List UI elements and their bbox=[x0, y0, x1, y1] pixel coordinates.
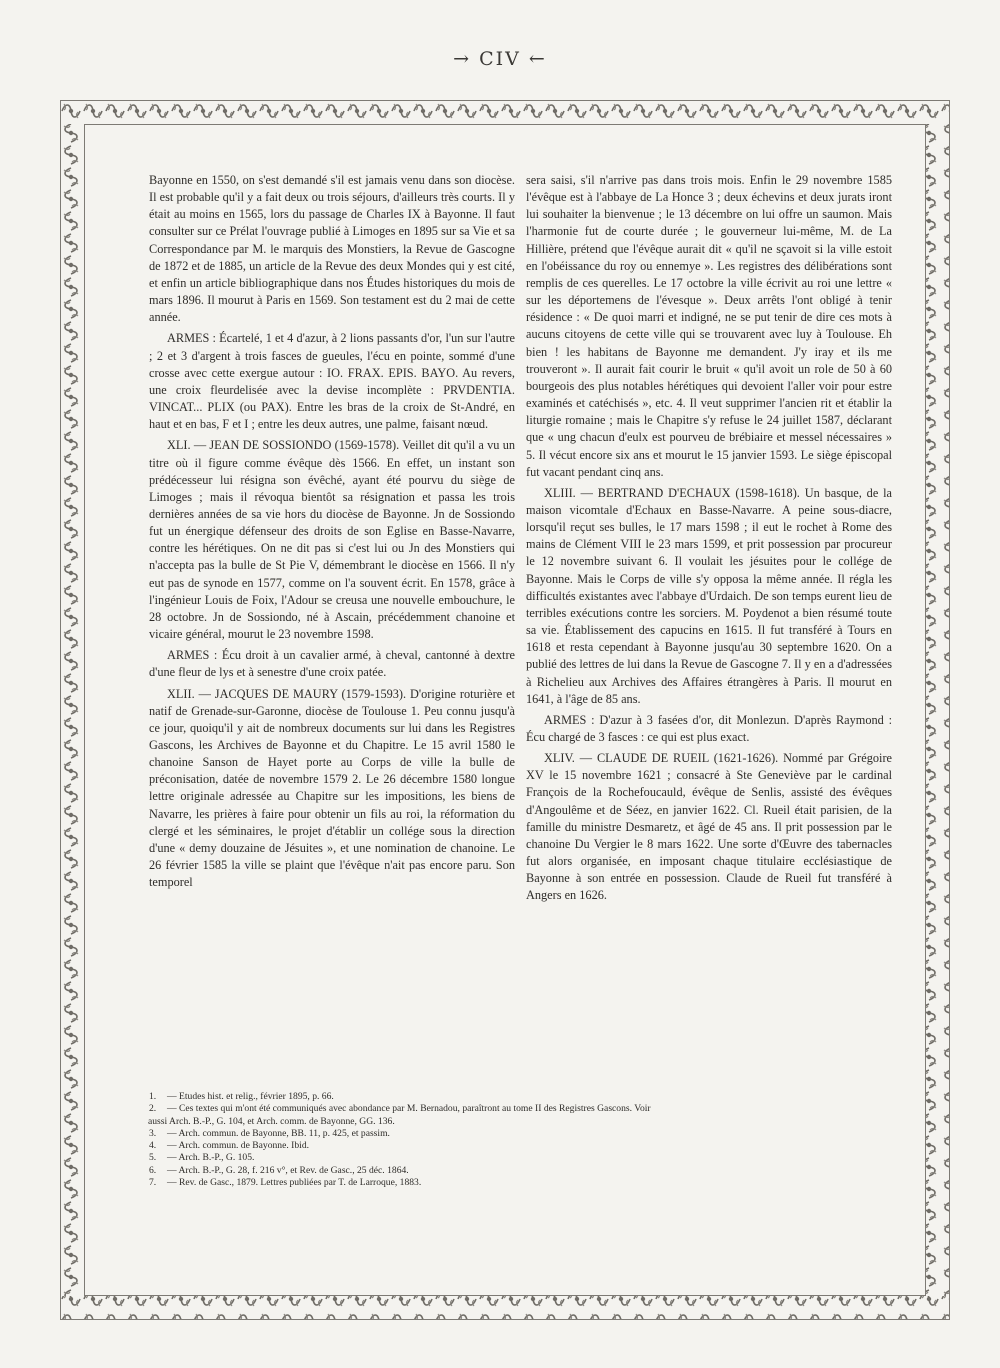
footnote: 7. — Rev. de Gasc., 1879. Lettres publiées par T. de Larroque, 1883. bbox=[149, 1177, 422, 1189]
footnotes bbox=[130, 1091, 890, 1189]
paragraph: XLIV. — CLAUDE DE RUEIL (1621-1626). Nommé par Grégoire XV le 15 novembre 1621 ; consacré à Ste Geneviève par le cardinal François de la Rochefoucauld, évêque de Senlis, assisté des évêques d'Angoulême et de Séez, en janvier 1622. Cl. Rueil était parisien, de la famille du ministre Desmaretz, et âgé de 45 ans. Il prit possession par le chanoine Du Vergier le 8 mars 1622. Une sorte d'Œuvre des tabernacles fut alors organisée, en imposant chaque titulaire ecclésiastique de Bayonne à son entrée en possession. Claude de Rueil fut transféré à Angers en 1626. bbox=[526, 751, 892, 903]
paragraph: sera saisi, s'il n'arrive pas dans trois mois. Enfin le 29 novembre 1585 l'évêque est à l'abbaye de La Honce 3 ; deux échevins et deux jurats iront lui souhaiter la bienvenue ; le 13 décembre on lui offre un saumon. Mais l'harmonie fut de courte durée ; le gouverneur lui-même, M. de La Hillière, prétend que l'évêque aurait dit « qu'il ne sçavoit si la ville estoit en l'obéissance du roy ou ennemye ». Les registres des délibérations sont remplis de ces querelles. Le 17 octobre la ville écrivit au roi une lettre « sur les déportemens de l'évesque ». Deux arrêts l'ont obligé à tenir résidence : « De quoi marri et indigné, ne se put tenir de dire ces mots à aucuns citoyens de cette ville qui se trouvarent avec luy à Toulouse. Eh bien ! les habitans de Bayonne me demandent. J'y iray et ils me trouveront ». Il aurait fait courir le bruit « qu'il avoit un role de 50 à 60 bourgeois des plus notables hérétiques qui devoient l'aller voir pour estre examinés et catéchisés », etc. 4. Il veut supprimer l'ancien rit et établir la liturgie romaine ; mais le Chapitre s'y refuse le 24 juillet 1587, déclarant que « ung chacun d'eulx est pourveu de brébiaire et messel nécessaires » 5. Il vécut encore six ans et mourut le 15 janvier 1593. Le siège épiscopal fut vacant pendant cinq ans. bbox=[526, 173, 892, 479]
page-number: → CIV ← bbox=[453, 48, 547, 70]
footnote: 1. — Etudes hist. et relig., février 1895, p. 66. bbox=[149, 1091, 334, 1102]
right-column bbox=[526, 172, 892, 909]
paragraph: ARMES : D'azur à 3 fasées d'or, dit Monlezun. D'après Raymond : Écu chargé de 3 fasces : ce qui est plus exact. bbox=[526, 712, 892, 744]
paragraph: Bayonne en 1550, on s'est demandé s'il est jamais venu dans son diocèse. Il est probable qu'il y a fait deux ou trois séjours, d'ailleurs très courts. Il y était au moins en 1565, lors du passage de Charles IX à Bayonne. Il faut consulter sur ce Prélat l'ouvrage publié à Limoges en 1895 sur sa Vie et sa Correspondance par M. le marquis des Monstiers, la Revue de Gascogne de 1872 et de 1885, un article de la Revue des deux Mondes qui y est cité, et enfin un article bibliographique dans nos Études historiques du mois de mars 1896. Il mourut à Paris en 1569. Son testament est du 2 mai de cette année. bbox=[149, 173, 515, 325]
paragraph: ARMES : Écu droit à un cavalier armé, à cheval, cantonné à dextre d'une fleur de lys et à senestre d'une croix patée. bbox=[149, 648, 515, 680]
footnote: 2. — Ces textes qui m'ont été communiqués avec abondance par M. Bernadou, paraîtront au tome II des Registres Gascons. Voir bbox=[149, 1103, 651, 1115]
paragraph: XLIII. — BERTRAND D'ECHAUX (1598-1618). Un basque, de la maison vicomtale d'Echaux en Basse-Navarre. A peine sous-diacre, lorsqu'il reçut ses bulles, le 17 mars 1598 ; il eut le rochet à Rome des mains de Clément VIII le 23 mars 1599, et prit possession par procureur le 12 novembre suivant 6. Il voulait les jésuites pour le collége de Bayonne. Mais le Corps de ville s'y opposa la même année. Il régla les difficultés existantes avec l'abbaye d'Urdaich. De son temps eurent lieu de terribles exécutions contre les sorciers. M. Poydenot a bien résumé toute sa vie. Établissement des capucins en 1615. Il fut transféré à Tours en 1618 et resta cependant à Bayonne jusqu'au 30 septembre 1620. On a publié des lettres de lui dans la Revue de Gascogne 7. Il y en a d'adressées à Richelieu aux Archives des Affaires étrangères à Paris. Il mourut en 1641, à l'âge de 85 ans. bbox=[526, 485, 892, 706]
footnote: aussi Arch. B.-P., G. 104, et Arch. comm. de Bayonne, GG. 136. bbox=[148, 1115, 395, 1127]
footnote: 6. — Arch. B.-P., G. 28, f. 216 v°, et Rev. de Gasc., 25 déc. 1864. bbox=[149, 1164, 409, 1176]
footnote: 5. — Arch. B.-P., G. 105. bbox=[149, 1152, 255, 1164]
paragraph: XLI. — JEAN DE SOSSIONDO (1569-1578). Veillet dit qu'il a vu un titre où il figure comme évêque dès 1566. En effet, un instant son prédécesseur lui résigna son évêché, ayant été pourvu du siège de Limoges ; mais il révoqua bientôt sa résignation et passa les trois dernières années de sa vie hors du diocèse de Bayonne. Jn de Sossiondo fut un énergique défenseur des droits de son Eglise en Basse-Navarre, contre les hérétiques. On ne dit pas si c'est lui ou Jn des Monstiers qui n'accepta pas la bulle de St Pie V, démembrant le diocèse en 1566. Il n'y eut pas de synode en 1577, comme on l'a souvent écrit. En 1578, grâce à l'ingénieur Louis de Foix, l'Adour se creusa une nouvelle embouchure, le 28 octobre. Jn de Sossiondo, né à Ascain, précédemment chanoine et vicaire général, mourut le 23 novembre 1598. bbox=[149, 438, 515, 642]
footnote: 3. — Arch. commun. de Bayonne, BB. 11, p. 425, et passim. bbox=[149, 1127, 390, 1139]
paragraph: ARMES : Écartelé, 1 et 4 d'azur, à 2 lions passants d'or, l'un sur l'autre ; 2 et 3 d'argent à trois fasces de gueules, l'écu en pointe, sommé d'une crosse avec cette exergue autour : IO. FRAX. EPIS. BAYO. Au revers, une croix fleurdelisée avec la devise incomplète : PRVDENTIA. VINCAT... PLIX (ou PAX). Entre les bras de la croix de St-André, en haut et en bas, F et I ; entre les deux autres, une palme, faisant nœud. bbox=[149, 331, 515, 432]
left-column bbox=[149, 172, 515, 895]
paragraph: XLII. — JACQUES DE MAURY (1579-1593). D'origine roturière et natif de Grenade-sur-Garonne, diocèse de Toulouse 1. Peu connu jusqu'à ce jour, quoiqu'il y ait de nombreux documents sur lui dans les Registres Gascons, les Archives de Bayonne et du Chapitre. Le 15 avril 1580 le chanoine Sanson de Hayet porte au Corps de ville la bulle de préconisation, datée de novembre 1579 2. Le 26 décembre 1580 longue lettre originale adressée au Chapitre sur les impositions, les biens de Navarre, les prières à faire pour obtenir un fils au roi, la réformation du clergé et les séminaires, le projet d'établir un collége sous la direction d'une « demy douzaine de Jésuites », et une nomination de chanoine. Le 26 février 1585 la ville se plaint que l'évêque n'ait pas encore paru. Son temporel bbox=[149, 686, 515, 890]
footnote: 4. — Arch. commun. de Bayonne. Ibid. bbox=[149, 1140, 310, 1152]
